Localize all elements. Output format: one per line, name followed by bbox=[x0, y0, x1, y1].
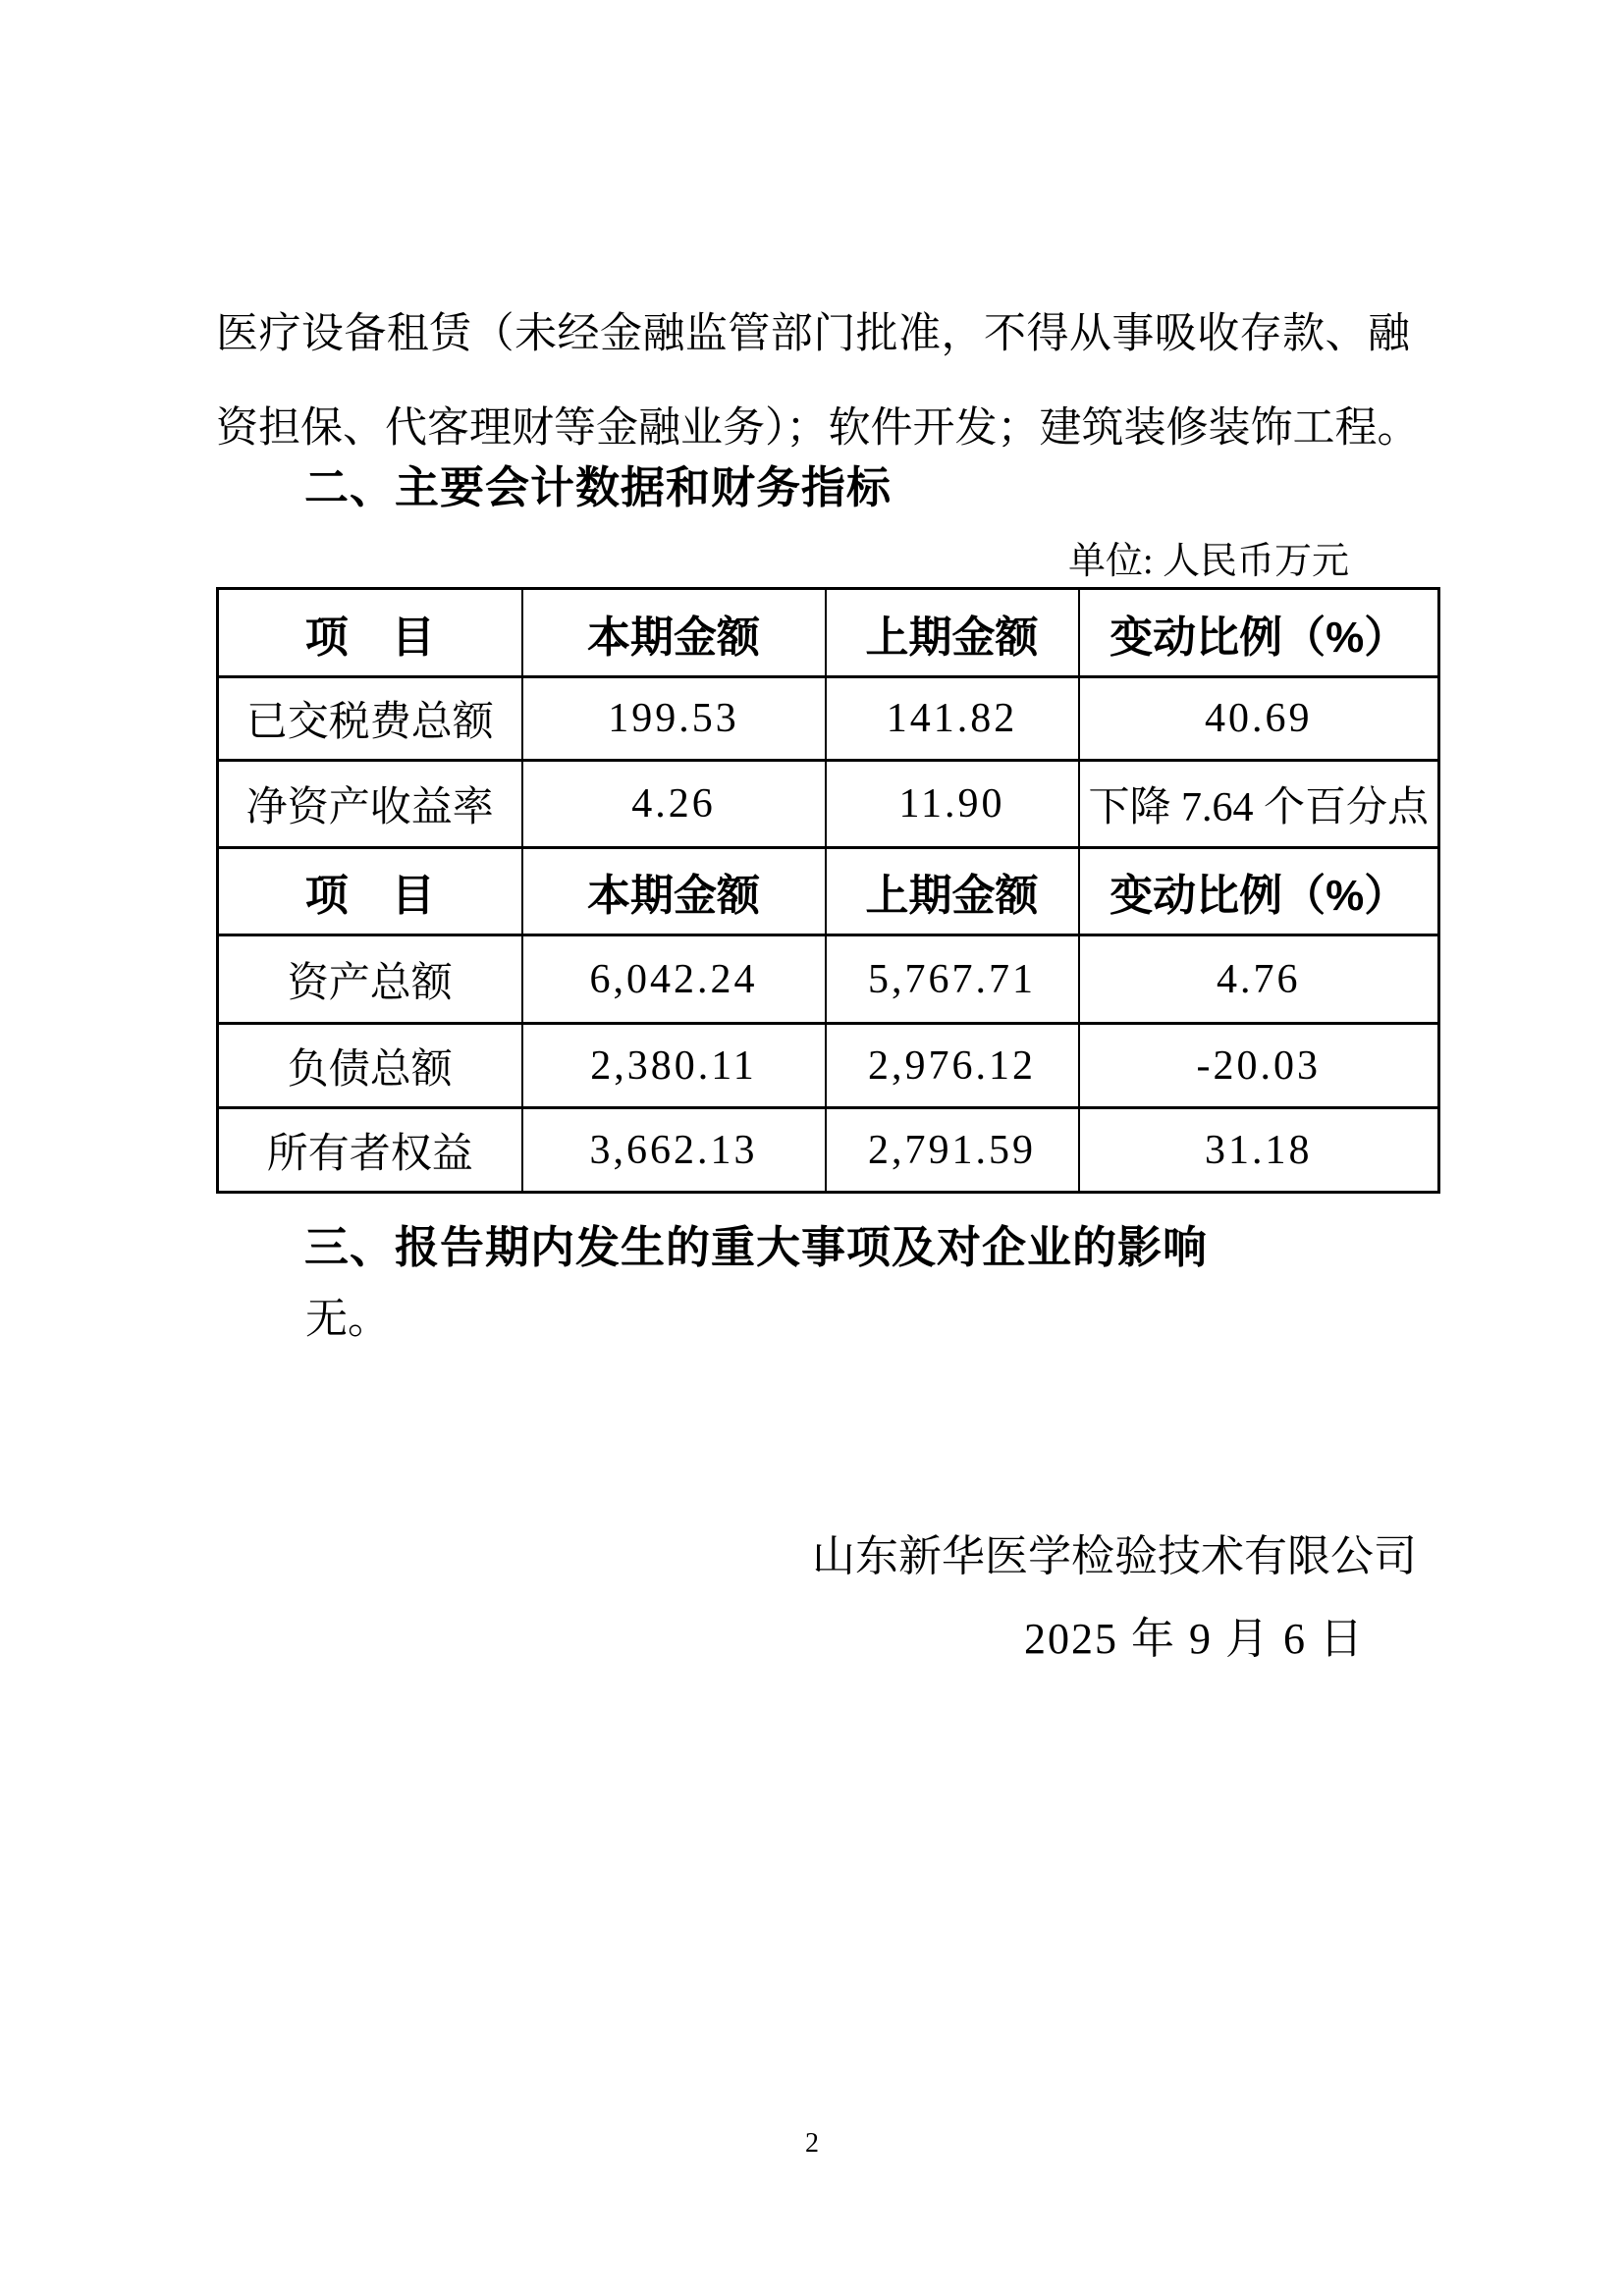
table-header-cell: 变动比例（%） bbox=[1079, 848, 1439, 935]
table-value-cell: 下降 7.64 个百分点 bbox=[1079, 761, 1439, 848]
table-item-cell: 负债总额 bbox=[218, 1024, 522, 1108]
table-value-cell: 141.82 bbox=[826, 677, 1079, 761]
table-value-cell: 4.26 bbox=[522, 761, 826, 848]
table-value-cell: 3,662.13 bbox=[522, 1108, 826, 1193]
table-header-row bbox=[218, 589, 1439, 677]
table-header-cell: 项 目 bbox=[218, 589, 522, 677]
table-header-cell: 项 目 bbox=[218, 848, 522, 935]
table-value-cell: 4.76 bbox=[1079, 935, 1439, 1024]
table-header-cell: 变动比例（%） bbox=[1079, 589, 1439, 677]
table-value-cell: -20.03 bbox=[1079, 1024, 1439, 1108]
table-header-cell: 上期金额 bbox=[826, 848, 1079, 935]
table-header-cell: 本期金额 bbox=[522, 848, 826, 935]
table-value-cell: 2,380.11 bbox=[522, 1024, 826, 1108]
table-header-cell: 上期金额 bbox=[826, 589, 1079, 677]
section-3-heading: 三、报告期内发生的重大事项及对企业的影响 bbox=[304, 1222, 1209, 1272]
body-paragraph-line-2: 资担保、代客理财等金融业务）；软件开发；建筑装修装饰工程。 bbox=[216, 405, 1420, 452]
section-3-content: 无。 bbox=[305, 1297, 390, 1343]
table-row bbox=[218, 1108, 1439, 1193]
financial-indicators-table bbox=[216, 587, 1440, 1194]
table-item-cell: 已交税费总额 bbox=[218, 677, 522, 761]
table-header-cell: 本期金额 bbox=[522, 589, 826, 677]
table-row bbox=[218, 935, 1439, 1024]
page-number: 2 bbox=[805, 2128, 819, 2159]
table-value-cell: 2,791.59 bbox=[826, 1108, 1079, 1193]
table-value-cell: 2,976.12 bbox=[826, 1024, 1079, 1108]
body-paragraph-line-1: 医疗设备租赁（未经金融监管部门批准，不得从事吸收存款、融 bbox=[216, 311, 1410, 357]
signature-date: 2025 年 9 月 6 日 bbox=[1024, 1615, 1365, 1663]
table-value-cell: 5,767.71 bbox=[826, 935, 1079, 1024]
table-row bbox=[218, 761, 1439, 848]
table-value-cell: 199.53 bbox=[522, 677, 826, 761]
table-header-row bbox=[218, 848, 1439, 935]
table-row bbox=[218, 677, 1439, 761]
table-value-cell: 11.90 bbox=[826, 761, 1079, 848]
table-row bbox=[218, 1024, 1439, 1108]
table-unit-label: 单位: 人民币万元 bbox=[1068, 541, 1350, 582]
table-value-cell: 6,042.24 bbox=[522, 935, 826, 1024]
section-2-heading: 二、主要会计数据和财务指标 bbox=[304, 462, 893, 512]
table-item-cell: 所有者权益 bbox=[218, 1108, 522, 1193]
table-value-cell: 31.18 bbox=[1079, 1108, 1439, 1193]
signature-company-name: 山东新华医学检验技术有限公司 bbox=[812, 1532, 1417, 1580]
table-value-cell: 40.69 bbox=[1079, 677, 1439, 761]
table-item-cell: 净资产收益率 bbox=[218, 761, 522, 848]
table-item-cell: 资产总额 bbox=[218, 935, 522, 1024]
